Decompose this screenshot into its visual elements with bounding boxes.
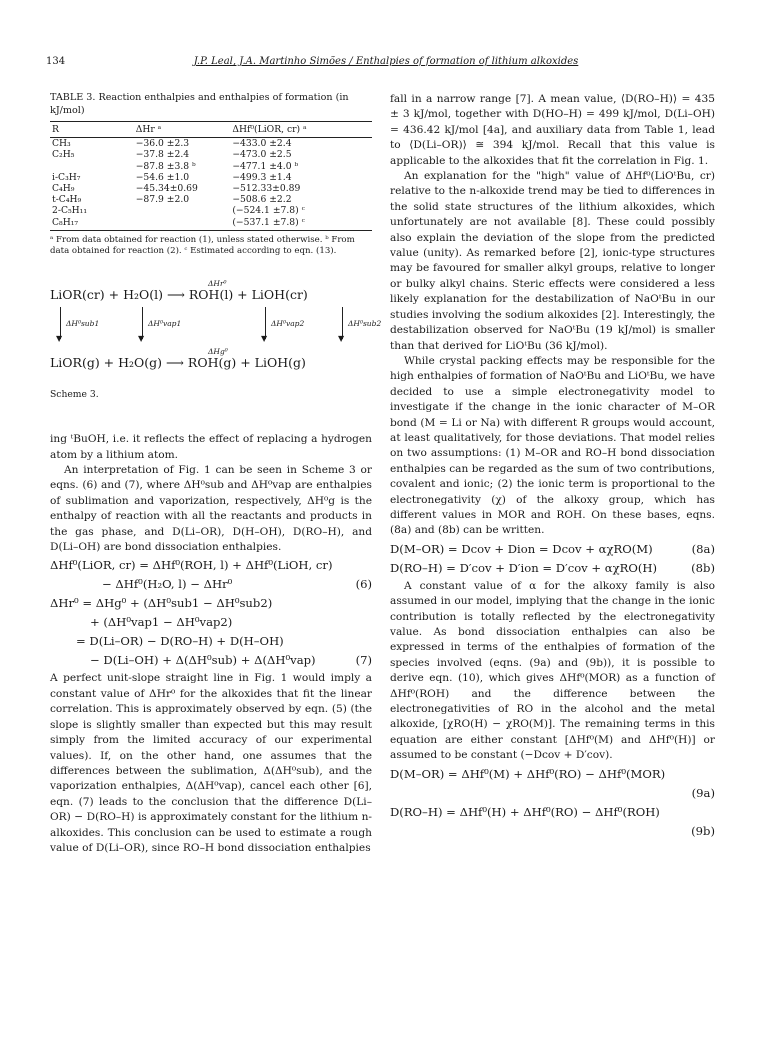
cell-dhf: −433.0 ±2.4: [232, 138, 292, 150]
cell-dhr: −36.0 ±2.3: [135, 138, 190, 150]
table-row: [50, 149, 372, 160]
equation-number: (7): [355, 653, 372, 668]
column-header-dhf: ΔHf⁰(LiOR, cr) ᵃ: [230, 122, 372, 138]
equation-number: (6): [355, 577, 372, 592]
cell-r: C₄H₉: [52, 183, 75, 195]
cell-r: C₂H₅: [52, 149, 75, 161]
equation-6-line-2: [50, 576, 372, 593]
page-number: 134: [46, 56, 66, 67]
cell-dhf: −473.0 ±2.5: [232, 149, 292, 161]
equation-6-line-1: [50, 557, 372, 574]
equation-6-text: ΔHf⁰(LiOR, cr) = ΔHf⁰(ROH, l) + ΔHf⁰(LiOH, cr): [50, 558, 333, 573]
running-title: J.P. Leal, J.A. Martinho Simões / Enthalpies of formation of lithium alkoxides: [193, 56, 579, 67]
equation-9a: [390, 766, 715, 783]
equation-9a-text: D(M–OR) = ΔHf⁰(M) + ΔHf⁰(RO) − ΔHf⁰(MOR): [390, 766, 666, 781]
scheme-bottom-arrow-label: ΔHg⁰: [208, 346, 228, 356]
cell-dhr: −54.6 ±1.0: [135, 171, 190, 183]
table-notes: ᵃ From data obtained for reaction (1), unless stated otherwise. ᵇ From data obtained for reaction (2). ᶜ Estimated according to eqn. (13).: [50, 234, 355, 256]
scheme-label-sub1: ΔH⁰sub1: [66, 318, 100, 328]
cell-dhf: −477.1 ±4.0 ᵇ: [232, 160, 299, 172]
cell-r: [50, 161, 134, 172]
right-paragraph-1: fall in a narrow range [7]. A mean value, ⟨D(RO–H)⟩ = 435 ± 3 kJ/mol, together with D(HO–H) = 499 kJ/mol, D(Li–OH) = 436.42 kJ/mol [4a], and auxiliary data from Table 1, lead to ⟨D(Li–OR)⟩ ≅ 394 kJ/mol. Recall that this value is applicable to the alkoxides that fit the correlation in Fig. 1.: [390, 93, 715, 167]
scheme-label: Scheme 3.: [50, 388, 99, 400]
equation-9a-number: (9a): [691, 785, 715, 800]
equation-8a: [390, 541, 715, 558]
table-row: [50, 183, 372, 194]
arrow-down-icon: ▼: [56, 333, 63, 343]
equation-7-text: − D(Li–OH) + Δ(ΔH⁰sub) + Δ(ΔH⁰vap): [90, 653, 316, 668]
cell-r: CH₃: [52, 138, 71, 150]
scheme-bottom-row: LiOR(g) + H₂O(g) ⟶ ROH(g) + LiOH(g): [50, 354, 306, 370]
table-row: [50, 205, 372, 216]
running-header: [46, 56, 726, 72]
cell-dhr: [134, 205, 231, 216]
left-column: [50, 92, 382, 856]
arrow-down-icon: ▼: [138, 333, 145, 343]
equation-9b-number: (9b): [691, 823, 715, 838]
scheme-label-vap1: ΔH⁰vap1: [148, 318, 182, 328]
right-column: [390, 92, 715, 842]
table-row: [50, 138, 372, 150]
cell-dhr: −87.9 ±2.0: [135, 194, 190, 206]
cell-r: t-C₄H₉: [52, 194, 82, 206]
left-paragraph-1: ing ᵗBuOH, i.e. it reflects the effect of replacing a hydrogen atom by a lithium atom.: [50, 433, 372, 461]
cell-r: 2-C₅H₁₁: [52, 205, 88, 217]
cell-dhr: −37.8 ±2.4: [135, 149, 190, 161]
equation-8a-text: D(M–OR) = Dcov + Dion = Dcov + αχRO(M): [390, 541, 653, 556]
table-row: [50, 172, 372, 183]
table-row: [50, 161, 372, 172]
cell-dhf: −508.6 ±2.2: [232, 194, 292, 206]
scheme-top-arrow-label: ΔHr⁰: [208, 278, 227, 288]
cell-dhf: −512.33±0.89: [232, 183, 301, 195]
right-paragraph-4: A constant value of α for the alkoxy family is also assumed in our model, implying that the change in the ionic contribution is totally reflected by the electronegativity value. As bond dissociation enthalpies can also be expressed in terms of the enthalpies of formation of the species involved (eqns. (9a) and (9b)), it is possible to derive eqn. (10), which gives ΔHf⁰(MOR) as a function of ΔHf⁰(ROH) and the difference between the electronegativities of RO in the alcohol and the metal alkoxide, [χRO(H) − χRO(M)]. The remaining terms in this equation are either constant [ΔHf⁰(M) and ΔHf⁰(H)] or assumed to be constant (−Dcov + D′cov).: [390, 579, 715, 762]
column-header-r: R: [50, 122, 134, 138]
reaction-scheme: [50, 271, 382, 381]
equation-9b: [390, 804, 715, 821]
right-paragraph-3: While crystal packing effects may be responsible for the high enthalpies of formation of NaOᵗBu and LiOᵗBu, we have decided to use a simple electronegativity model to investigate if the change in the ionic character of M–OR bond (M = Li or Na) with different R groups would account, at least qualitatively, for those deviations. That model relies on two assumptions: (1) M–OR and RO–H bond dissociation enthalpies can be regarded as the sum of two contributions, covalent and ionic; (2) the ionic term is proportional to the electronegativity (χ) of the alkoxy group, which has different values in MOR and ROH. On these bases, eqns. (8a) and (8b) can be written.: [390, 354, 715, 537]
table-row: [50, 194, 372, 205]
equation-7-text: = D(Li–OR) − D(RO–H) + D(H–OH): [76, 634, 284, 649]
left-paragraph-3: A perfect unit-slope straight line in Fig. 1 would imply a constant value of ΔHr⁰ for the alkoxides that fit the linear correlation. This is approximately observed by eqn. (5) (the slope is slightly smaller than expected but this may result simply from the limited accuracy of our experimental values). If, on the other hand, one assumes that the differences between the sublimation, Δ(ΔH⁰sub), and the vaporization enthalpies, Δ(ΔH⁰vap), cancel each other [6], eqn. (7) leads to the conclusion that the difference D(Li–OR) − D(RO–H) is approximately constant for the lithium n-alkoxides. This conclusion can be used to estimate a rough value of D(Li–OR), since RO–H bond dissociation enthalpies: [50, 672, 372, 854]
scheme-label-sub2: ΔH⁰sub2: [348, 318, 382, 328]
cell-dhf: (−537.1 ±7.8) ᶜ: [230, 217, 372, 231]
equation-number: (8a): [691, 541, 715, 556]
equation-6-text: − ΔHf⁰(H₂O, l) − ΔHr⁰: [102, 577, 233, 592]
table-caption: TABLE 3. Reaction enthalpies and enthalpies of formation (in kJ/mol): [50, 92, 349, 116]
cell-dhf: (−524.1 ±7.8) ᶜ: [232, 205, 305, 217]
equation-9b-text: D(RO–H) = ΔHf⁰(H) + ΔHf⁰(RO) − ΔHf⁰(ROH): [390, 804, 660, 819]
arrow-down-icon: ▼: [338, 333, 345, 343]
equation-number: (8b): [691, 560, 715, 575]
equation-7-text: + (ΔH⁰vap1 − ΔH⁰vap2): [90, 615, 233, 630]
equation-7-line-3: [50, 633, 372, 650]
equation-8b: [390, 560, 715, 577]
left-paragraph-2: An interpretation of Fig. 1 can be seen in Scheme 3 or eqns. (6) and (7), where ΔH⁰sub and ΔH⁰vap are enthalpies of sublimation and vaporization, respectively, ΔH⁰g is the enthalpy of reaction with all the reactants and products in the gas phase, and D(Li–OR), D(H–OH), D(RO–H), and D(Li–OH) are bond dissociation enthalpies.: [50, 464, 372, 554]
scheme-label-vap2: ΔH⁰vap2: [271, 318, 305, 328]
enthalpy-table: [50, 121, 372, 231]
equation-7-text: ΔHr⁰ = ΔHg⁰ + (ΔH⁰sub1 − ΔH⁰sub2): [50, 596, 273, 611]
equation-7-line-2: [50, 614, 372, 631]
equation-7-line-4: [50, 652, 372, 669]
scheme-top-row: LiOR(cr) + H₂O(l) ⟶ ROH(l) + LiOH(cr): [50, 286, 308, 302]
right-paragraph-2: An explanation for the "high" value of ΔHf⁰(LiOᵗBu, cr) relative to the n-alkoxide trend may be tied to differences in the solid state structures of the lithium alkoxides, which unfortunately are not available [8]. These could possibly also explain the deviation of the slope from the predicted value (unity). As remarked before [2], ionic-type structures may be favoured for smaller alkyl groups, relative to longer or bulky alkyl chains. Steric effects were considered a less likely explanation for the destabilization of NaOᵗBu in our studies involving the sodium alkoxides [2]. Interestingly, the destabilization observed for NaOᵗBu (19 kJ/mol) is smaller than that derived for LiOᵗBu (36 kJ/mol).: [390, 170, 715, 352]
equation-7-line-1: [50, 595, 372, 612]
cell-dhf: −499.3 ±1.4: [232, 171, 292, 183]
arrow-down-icon: ▼: [261, 333, 268, 343]
cell-r: C₈H₁₇: [50, 217, 134, 231]
cell-r: i-C₃H₇: [52, 171, 81, 183]
table-header-row: [50, 122, 372, 138]
cell-dhr: [134, 217, 231, 231]
equation-8b-text: D(RO–H) = D′cov + D′ion = D′cov + αχRO(H): [390, 560, 658, 575]
cell-dhr: −45.34±0.69: [135, 183, 198, 195]
column-header-dhr: ΔHr ᵃ: [134, 122, 231, 138]
cell-dhr: −87.8 ±3.8 ᵇ: [135, 160, 196, 172]
table-row: [50, 217, 372, 231]
